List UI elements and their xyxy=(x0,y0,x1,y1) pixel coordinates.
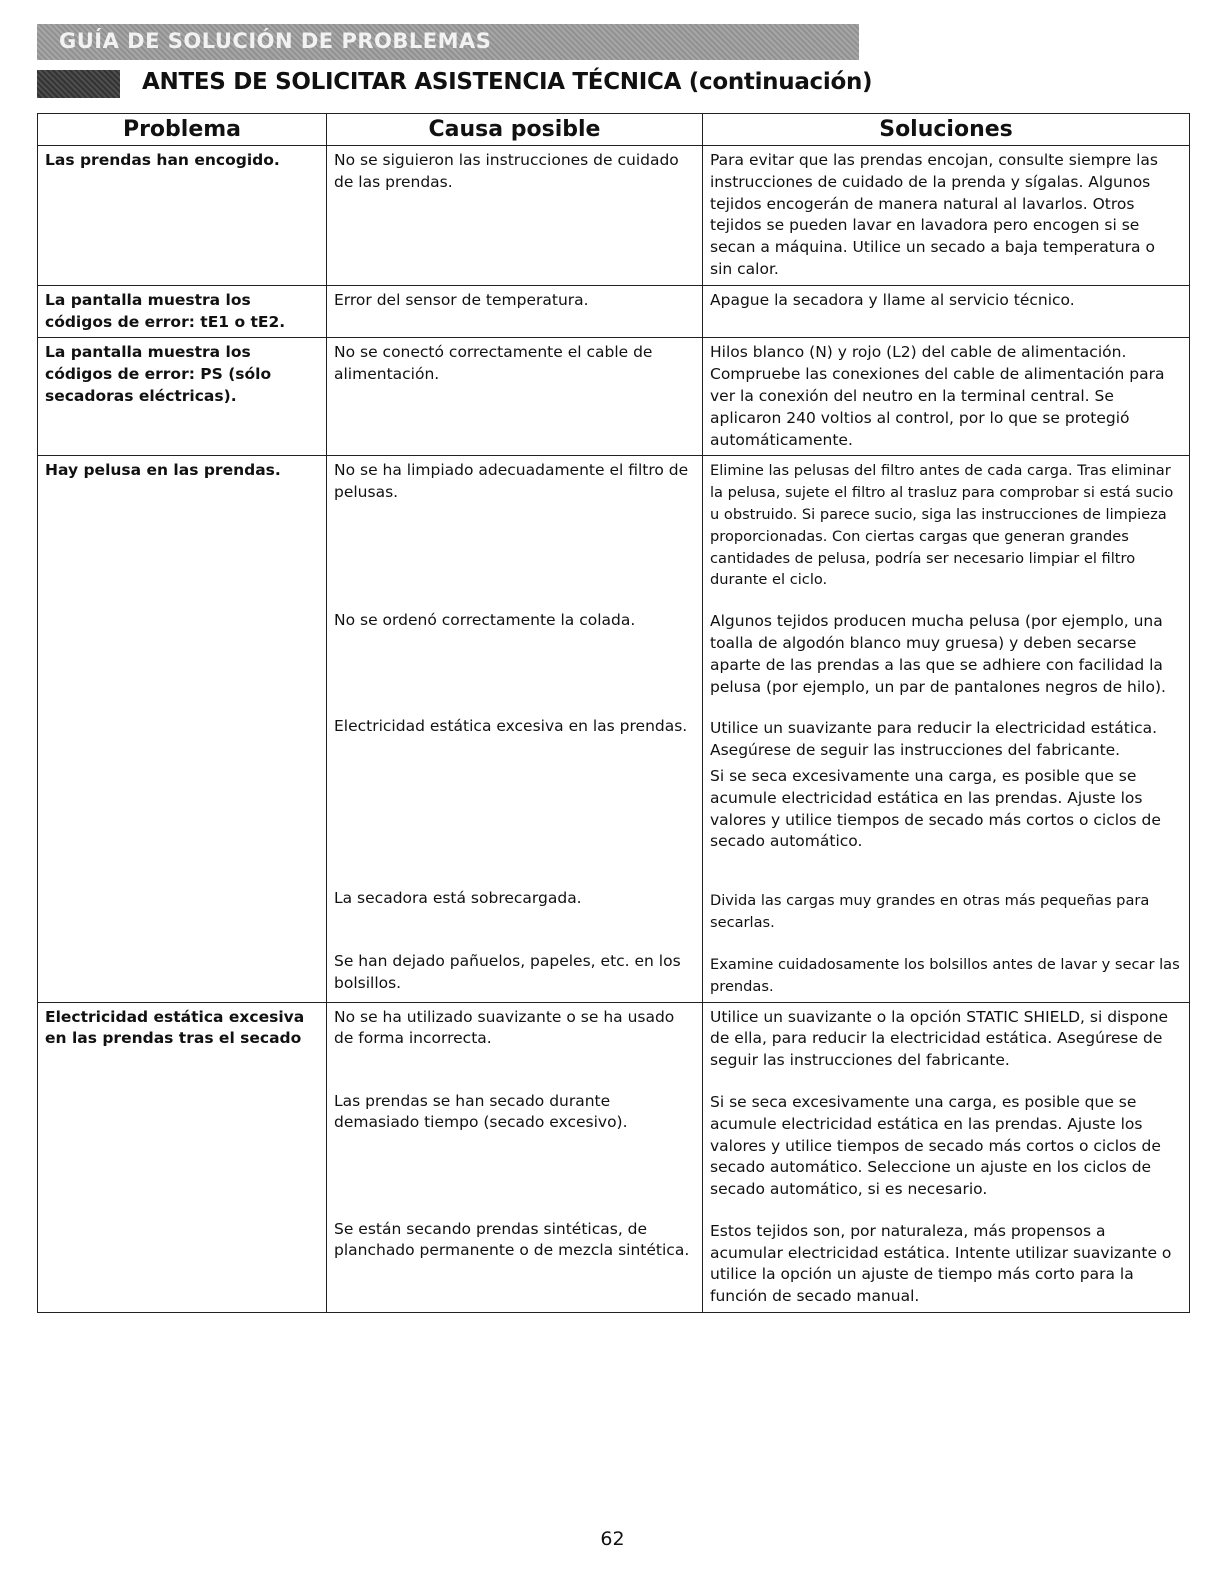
table-header-row xyxy=(38,114,1190,146)
cause-entry: No se ha utilizado suavizante o se ha usado de forma incorrecta. xyxy=(334,1007,675,1048)
section-title: ANTES DE SOLICITAR ASISTENCIA TÉCNICA (continuación) xyxy=(142,69,873,95)
solution-cell xyxy=(703,146,1190,286)
page-number: 62 xyxy=(600,1528,625,1550)
troubleshooting-table xyxy=(37,113,1190,1313)
solution-entry xyxy=(710,460,1182,591)
solution-entry xyxy=(710,290,1182,312)
cause-entry: La secadora está sobrecargada. xyxy=(334,889,582,908)
problem-cell: Hay pelusa en las prendas. xyxy=(38,456,327,1002)
solution-text: Divida las cargas muy grandes en otras más pequeñas para secarlas. xyxy=(710,892,1150,932)
cause-entry: Electricidad estática excesiva en las prendas. xyxy=(334,717,688,736)
solution-entry xyxy=(710,150,1182,281)
solution-entry xyxy=(710,1007,1182,1072)
header-problem: Problema xyxy=(38,114,327,146)
cause-cell xyxy=(327,1002,703,1313)
cause-entry: Se están secando prendas sintéticas, de planchado permanente o de mezcla sintética. xyxy=(334,1219,690,1260)
problem-cell: Las prendas han encogido. xyxy=(38,146,327,286)
solution-entry xyxy=(710,342,1182,451)
table-row xyxy=(38,338,1190,456)
solution-text: Estos tejidos son, por naturaleza, más propensos a acumular electricidad estática. Intente utilizar suavizante o utilice la opción un ajuste de tiempo más corto para la función de secado manual. xyxy=(710,1221,1172,1306)
cause-cell xyxy=(327,338,703,456)
table-row xyxy=(38,146,1190,286)
solution-text: Examine cuidadosamente los bolsillos antes de lavar y secar las prendas. xyxy=(710,955,1180,995)
solution-cell xyxy=(703,285,1190,338)
problem-cell: Electricidad estática excesiva en las prendas tras el secado xyxy=(38,1002,327,1313)
solution-entry xyxy=(710,954,1182,998)
solution-entry xyxy=(710,718,1182,870)
solution-text: Si se seca excesivamente una carga, es posible que se acumule electricidad estática en las prendas. Ajuste los valores y utilice tiempos de secado más cortos o ciclos de secado automático. xyxy=(710,766,1161,851)
solution-text: Utilice un suavizante o la opción STATIC SHIELD, si dispone de ella, para reducir la electricidad estática. Asegúrese de seguir las instrucciones del fabricante. xyxy=(710,1007,1169,1070)
solution-entry xyxy=(710,1221,1182,1308)
section-heading xyxy=(37,69,1187,101)
cause-entry: Se han dejado pañuelos, papeles, etc. en los bolsillos. xyxy=(334,952,681,993)
cause-cell xyxy=(327,456,703,1002)
header-solution: Soluciones xyxy=(703,114,1190,146)
solution-entry xyxy=(710,1092,1182,1201)
cause-entry: Error del sensor de temperatura. xyxy=(334,290,589,309)
cause-cell xyxy=(327,146,703,286)
solution-entry xyxy=(710,890,1182,934)
solution-text: Hilos blanco (N) y rojo (L2) del cable de alimentación. Compruebe las conexiones del cable de alimentación para ver la conexión del neutro en la terminal central. Se aplicaron 240 voltios al control, por lo que se protegió automáticamente. xyxy=(710,343,1165,449)
solution-cell xyxy=(703,338,1190,456)
cause-entry: No se ha limpiado adecuadamente el filtro de pelusas. xyxy=(334,461,689,502)
table-row xyxy=(38,1002,1190,1313)
solution-text: Utilice un suavizante para reducir la electricidad estática. Asegúrese de seguir las instrucciones del fabricante. xyxy=(710,719,1158,760)
cause-entry: No se conectó correctamente el cable de alimentación. xyxy=(334,343,653,384)
heading-marker xyxy=(37,70,120,98)
table-row xyxy=(38,285,1190,338)
solution-text: Algunos tejidos producen mucha pelusa (por ejemplo, una toalla de algodón blanco muy gruesa) y deben secarse aparte de las prendas a las que se adhiere con facilidad la pelusa (por ejemplo, un par de pantalones negros de hilo). xyxy=(710,612,1166,696)
problem-cell: La pantalla muestra los códigos de error: tE1 o tE2. xyxy=(38,285,327,338)
cause-entry: No se siguieron las instrucciones de cuidado de las prendas. xyxy=(334,151,679,191)
solution-cell xyxy=(703,456,1190,1002)
solution-text: Apague la secadora y llame al servicio técnico. xyxy=(710,290,1075,309)
solution-cell xyxy=(703,1002,1190,1313)
section-banner xyxy=(37,24,859,60)
solution-text: Para evitar que las prendas encojan, consulte siempre las instrucciones de cuidado de la prenda y sígalas. Algunos tejidos encogerán de manera natural al lavarlos. Otros tejidos se pueden lavar en lavadora pero encogen si se secan a máquina. Utilice un secado a baja temperatura o sin calor. xyxy=(710,151,1158,278)
solution-text: Si se seca excesivamente una carga, es posible que se acumule electricidad estática en las prendas. Ajuste los valores y utilice tiempos de secado más cortos o ciclos de secado automático. Seleccione un ajuste en los ciclos de secado automático, si es necesario. xyxy=(710,1092,1161,1199)
problem-cell: La pantalla muestra los códigos de error: PS (sólo secadoras eléctricas). xyxy=(38,338,327,456)
cause-cell xyxy=(327,285,703,338)
cause-entry: Las prendas se han secado durante demasiado tiempo (secado excesivo). xyxy=(334,1091,628,1132)
solution-entry xyxy=(710,611,1182,698)
cause-entry: No se ordenó correctamente la colada. xyxy=(334,611,636,630)
banner-title: GUÍA DE SOLUCIÓN DE PROBLEMAS xyxy=(59,29,492,53)
solution-text: Elimine las pelusas del filtro antes de cada carga. Tras eliminar la pelusa, sujete el filtro al trasluz para comprobar si está sucio u obstruido. Si parece sucio, siga las instrucciones de limpieza proporcionadas. Con ciertas cargas que generan grandes cantidades de pelusa, podría ser necesario limpiar el filtro durante el ciclo. xyxy=(710,462,1174,589)
table-row xyxy=(38,456,1190,1002)
header-cause: Causa posible xyxy=(327,114,703,146)
